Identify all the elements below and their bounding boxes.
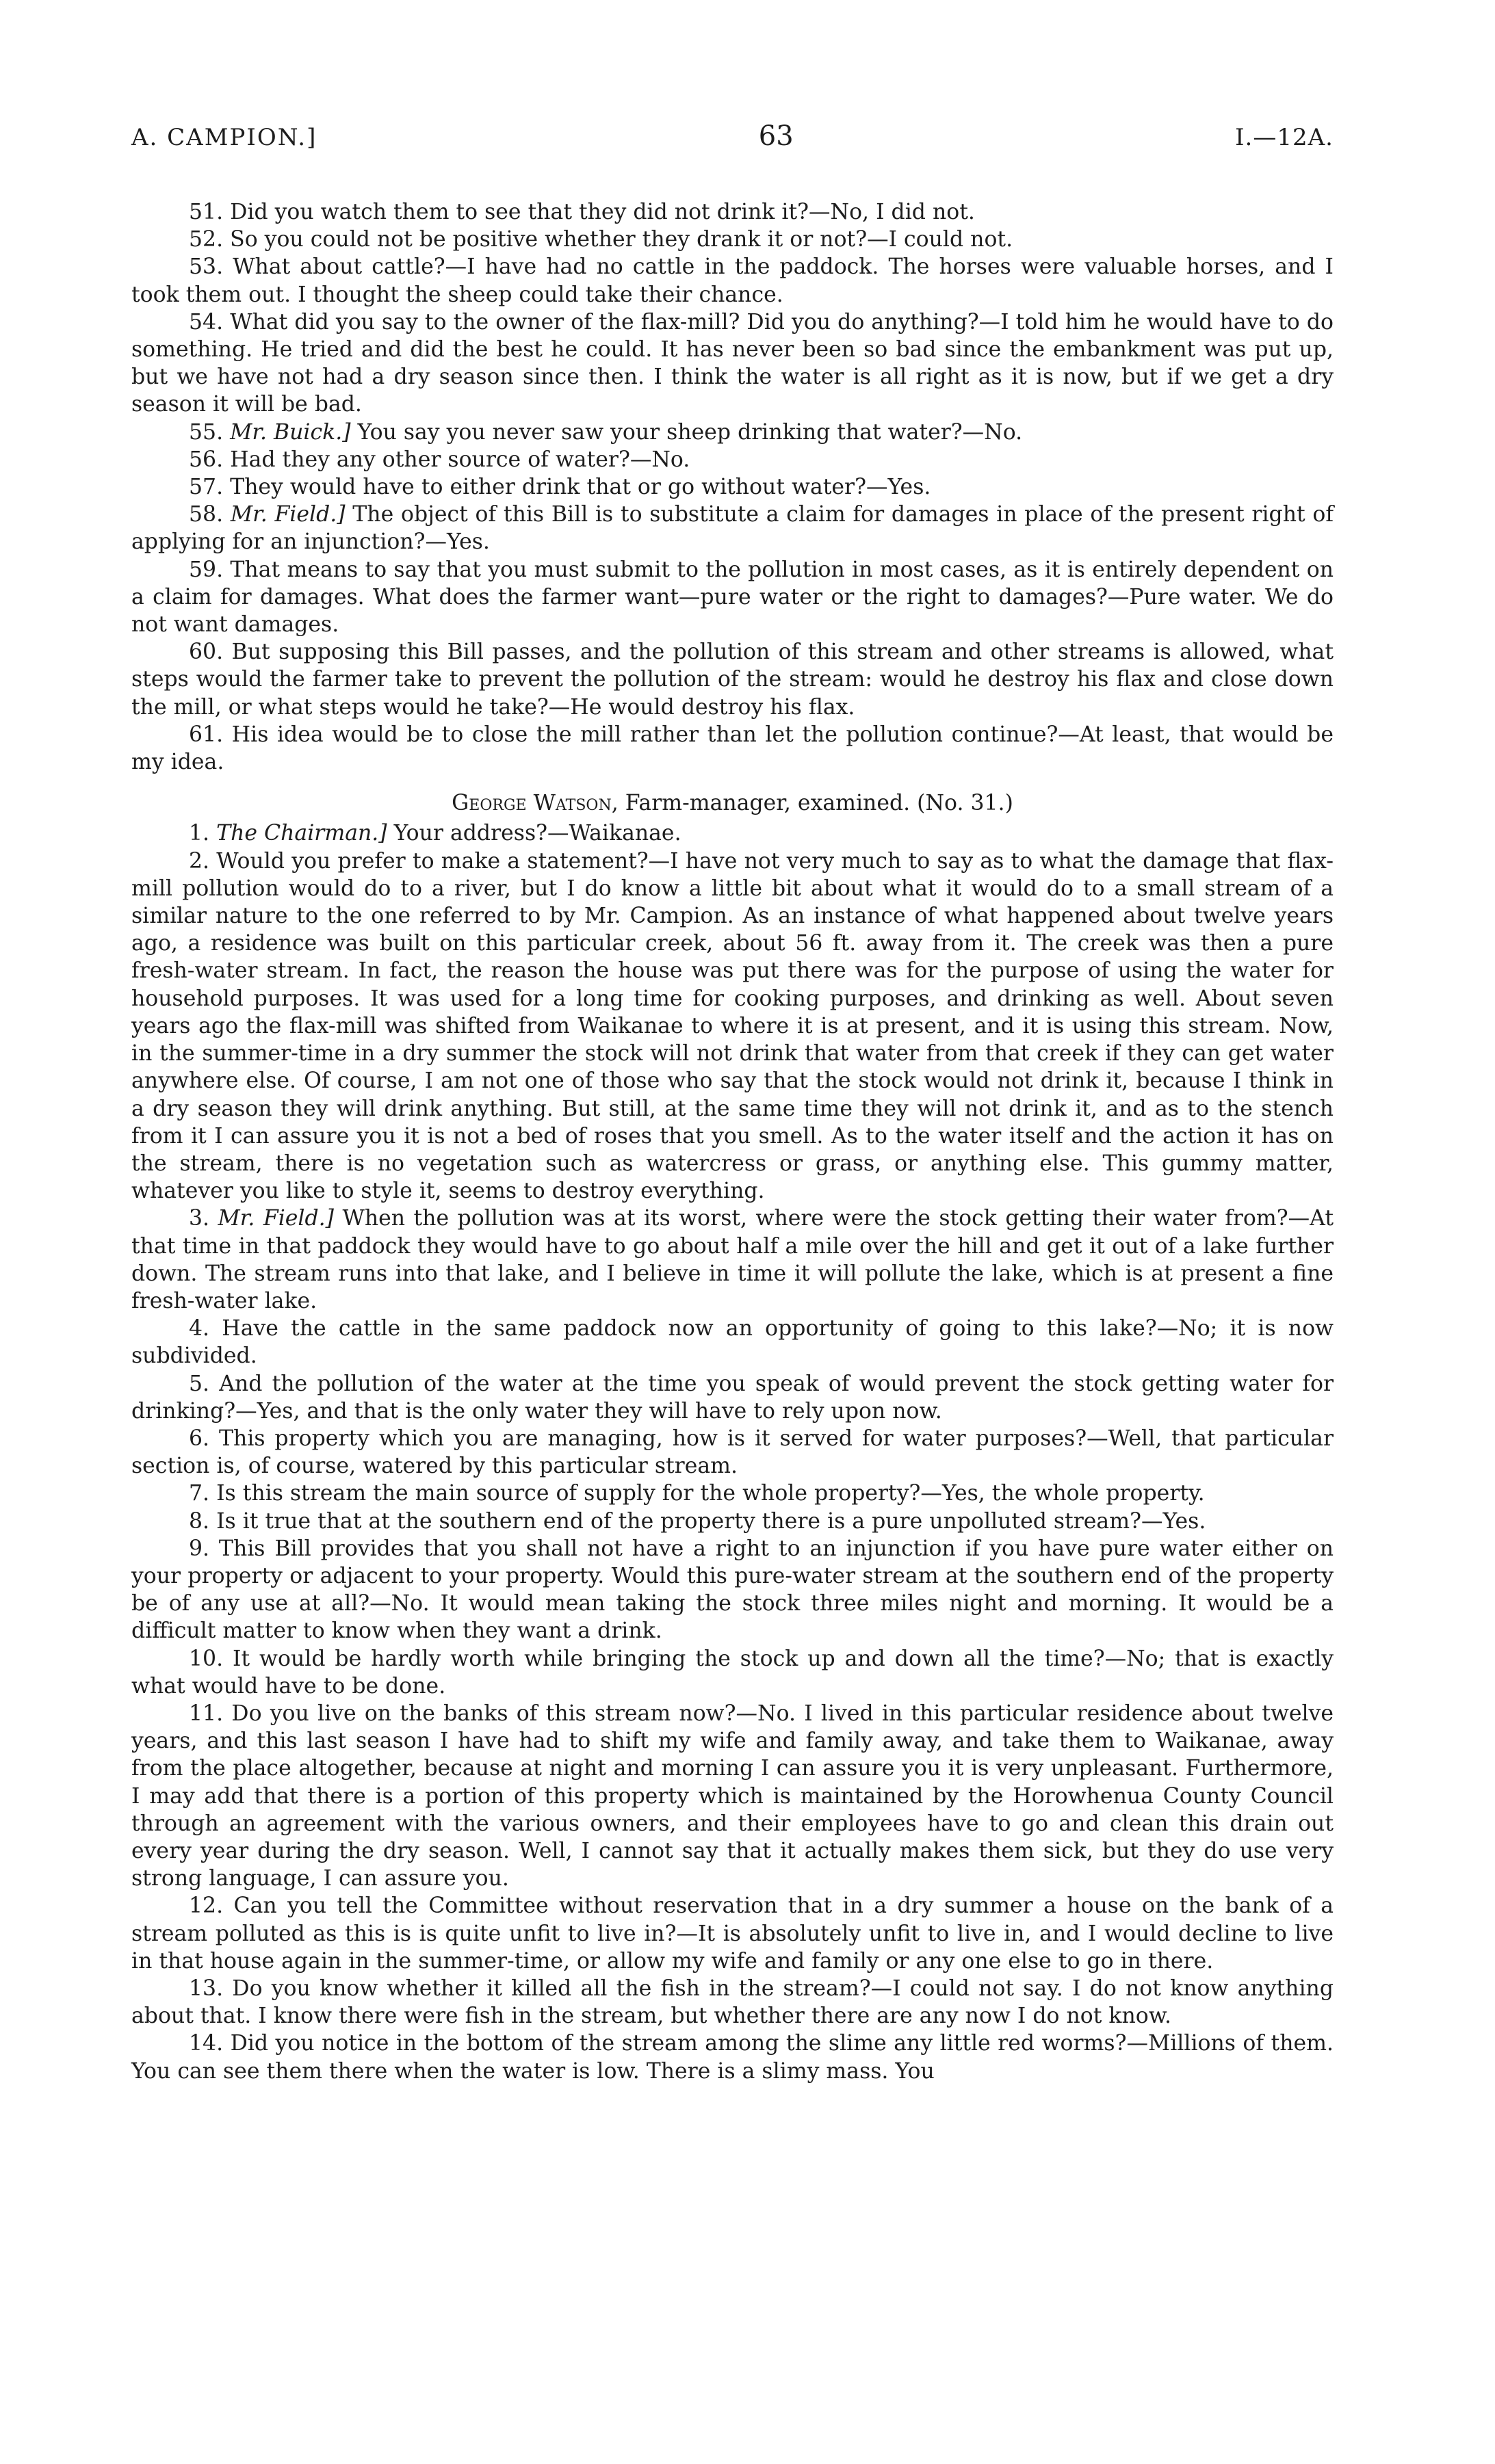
question-text: When the pollution was at its worst, where were the stock getting their water from?—At that time in that paddock they would have to go about half a mile over the hill and get it out of a lake further down. The stream runs into that lake, and I believe in time it will pollute the lake, which is at present a fine fresh-water lake. [131,1206,1334,1313]
question-paragraph: 12. Can you tell the Committee without reservation that in a dry summer a house on the bank of a stream polluted as this is is quite unfit to live in?—It is absolutely unfit to live in, and I would decline to live in that house again in the summer-time, or allow my wife and family or any one else to go in there. [131,1893,1334,1974]
question-number: 55. [189,419,231,445]
question-paragraph [131,820,1334,847]
witness-description: , Farm-manager, examined. (No. 31.) [611,791,1013,816]
question-paragraph: 8. Is it true that at the southern end of the property there is a pure unpolluted stream?—Yes. [189,1508,1206,1534]
question-number: 3. [189,1206,218,1231]
question-paragraph: 59. That means to say that you must submit to the pollution in most cases, as it is entirely dependent on a claim for damages. What does the farmer want—pure water or the right to damages?—Pure water. We do not want damages. [131,557,1334,638]
question-paragraph: 53. What about cattle?—I have had no cattle in the paddock. The horses were valuable horses, and I took them out. I thought the sheep could take their chance. [131,254,1334,307]
question-paragraph: 51. Did you watch them to see that they did not drink it?—No, I did not. [189,200,975,224]
header-witness-name: A. CAMPION.] [131,124,317,151]
document-body [131,198,1334,2085]
question-paragraph: 52. So you could not be positive whether they drank it or not?—I could not. [189,227,1013,252]
paper-reference: I.—12A. [1235,124,1334,151]
question-paragraph: 57. They would have to either drink that or go without water?—Yes. [189,475,931,500]
question-paragraph: 4. Have the cattle in the same paddock now an opportunity of going to this lake?—No; it is now subdivided. [131,1316,1334,1369]
question-paragraph: 13. Do you know whether it killed all the fish in the stream?—I could not say. I do not know anything about that. I know there were fish in the stream, but whether there are any now I do not know. [131,1976,1334,2029]
question-paragraph: 9. This Bill provides that you shall not have a right to an injunction if you have pure water either on your property or adjacent to your property. Would this pure-water stream at the southern end of the property be of any use at all?—No. It would mean taking the stock three miles night and morning. It would be a difficult matter to know when they want a drink. [131,1536,1334,1644]
question-paragraph: 10. It would be hardly worth while bringing the stock up and down all the time?—No; that is exactly what would have to be done. [131,1646,1334,1699]
question-text: The object of this Bill is to substitute a claim for damages in place of the present right of applying for an injunction?—Yes. [131,502,1334,555]
speaker-name: Mr. Field.] [230,502,346,527]
question-paragraph [131,419,1334,446]
question-paragraph: 7. Is this stream the main source of supply for the whole property?—Yes, the whole property. [189,1481,1205,1506]
question-text: You say you never saw your sheep drinking that water?—No. [350,419,1023,445]
question-paragraph: 14. Did you notice in the bottom of the stream among the slime any little red worms?—Millions of them. You can see them there when the water is low. There is a slimy mass. You [131,2031,1334,2084]
watson-evidence-section [131,820,1334,2084]
campion-evidence-section [131,198,1334,776]
question-paragraph: 54. What did you say to the owner of the flax-mill? Did you do anything?—I told him he would have to do something. He tried and did the best he could. It has never been so bad since the embankment was put up, but we have not had a dry season since then. I think the water is all right as it is now, but if we get a dry season it will be bad. [131,309,1334,417]
question-paragraph: 11. Do you live on the banks of this stream now?—No. I lived in this particular residence about twelve years, and this last season I have had to shift my wife and family away, and take them to Waikanae, away from the place altogether, because at night and morning I can assure you it is very unpleasant. Furthermore, I may add that there is a portion of this property which is maintained by the Horowhenua County Council through an agreement with the various owners, and their employees have to go and clean this drain out every year during the dry season. Well, I cannot say that it actually makes them sick, but they do use very strong language, I can assure you. [131,1701,1334,1891]
question-number: 58. [189,502,231,527]
question-text: Your address?—Waikanae. [387,821,681,846]
question-paragraph: 6. This property which you are managing, how is it served for water purposes?—Well, that particular section is, of course, watered by this particular stream. [131,1426,1334,1479]
question-paragraph: 2. Would you prefer to make a statement?—I have not very much to say as to what the damage that flax-mill pollution would do to a river, but I do know a little bit about what it would do to a small stream of a similar nature to the one referred to by Mr. Campion. As an instance of what happened about twelve years ago, a residence was built on this particular creek, about 56 ft. away from it. The creek was then a pure fresh-water stream. In fact, the reason the house was put there was for the purpose of using the water for household purposes. It was used for a long time for cooking purposes, and drinking as well. About seven years ago the flax-mill was shifted from Waikanae to where it is at present, and it is using this stream. Now, in the summer-time in a dry summer the stock will not drink that water from that creek if they can get water anywhere else. Of course, I am not one of those who say that the stock would not drink it, because I think in a dry season they will drink anything. But still, at the same time they will not drink it, and as to the stench from it I can assure you it is not a bed of roses that you smell. As to the water itself and the action it has on the stream, there is no vegetation such as watercress or grass, or anything else. This gummy matter, whatever you like to style it, seems to destroy everything. [131,848,1334,1204]
question-paragraph [131,1205,1334,1315]
speaker-name: Mr. Buick.] [230,419,351,445]
question-paragraph [131,501,1334,555]
question-paragraph: 5. And the pollution of the water at the time you speak of would prevent the stock getting water for drinking?—Yes, and that is the only water they will have to rely upon now. [131,1371,1334,1424]
speaker-name: Mr. Field.] [218,1206,334,1231]
question-paragraph: 61. His idea would be to close the mill rather than let the pollution continue?—At least, that would be my idea. [131,722,1334,775]
witness-heading [131,789,1334,817]
witness-name: George Watson [452,791,612,816]
question-number: 1. [189,821,217,846]
question-paragraph: 56. Had they any other source of water?—No. [189,447,690,472]
page-number: 63 [758,120,794,152]
question-paragraph: 60. But supposing this Bill passes, and the pollution of this stream and other streams is allowed, what steps would the farmer take to prevent the pollution of the stream: would he destroy his flax and close down the mill, or what steps would he take?—He would destroy his flax. [131,640,1334,720]
speaker-name: The Chairman.] [216,821,387,846]
running-header [131,120,1334,168]
